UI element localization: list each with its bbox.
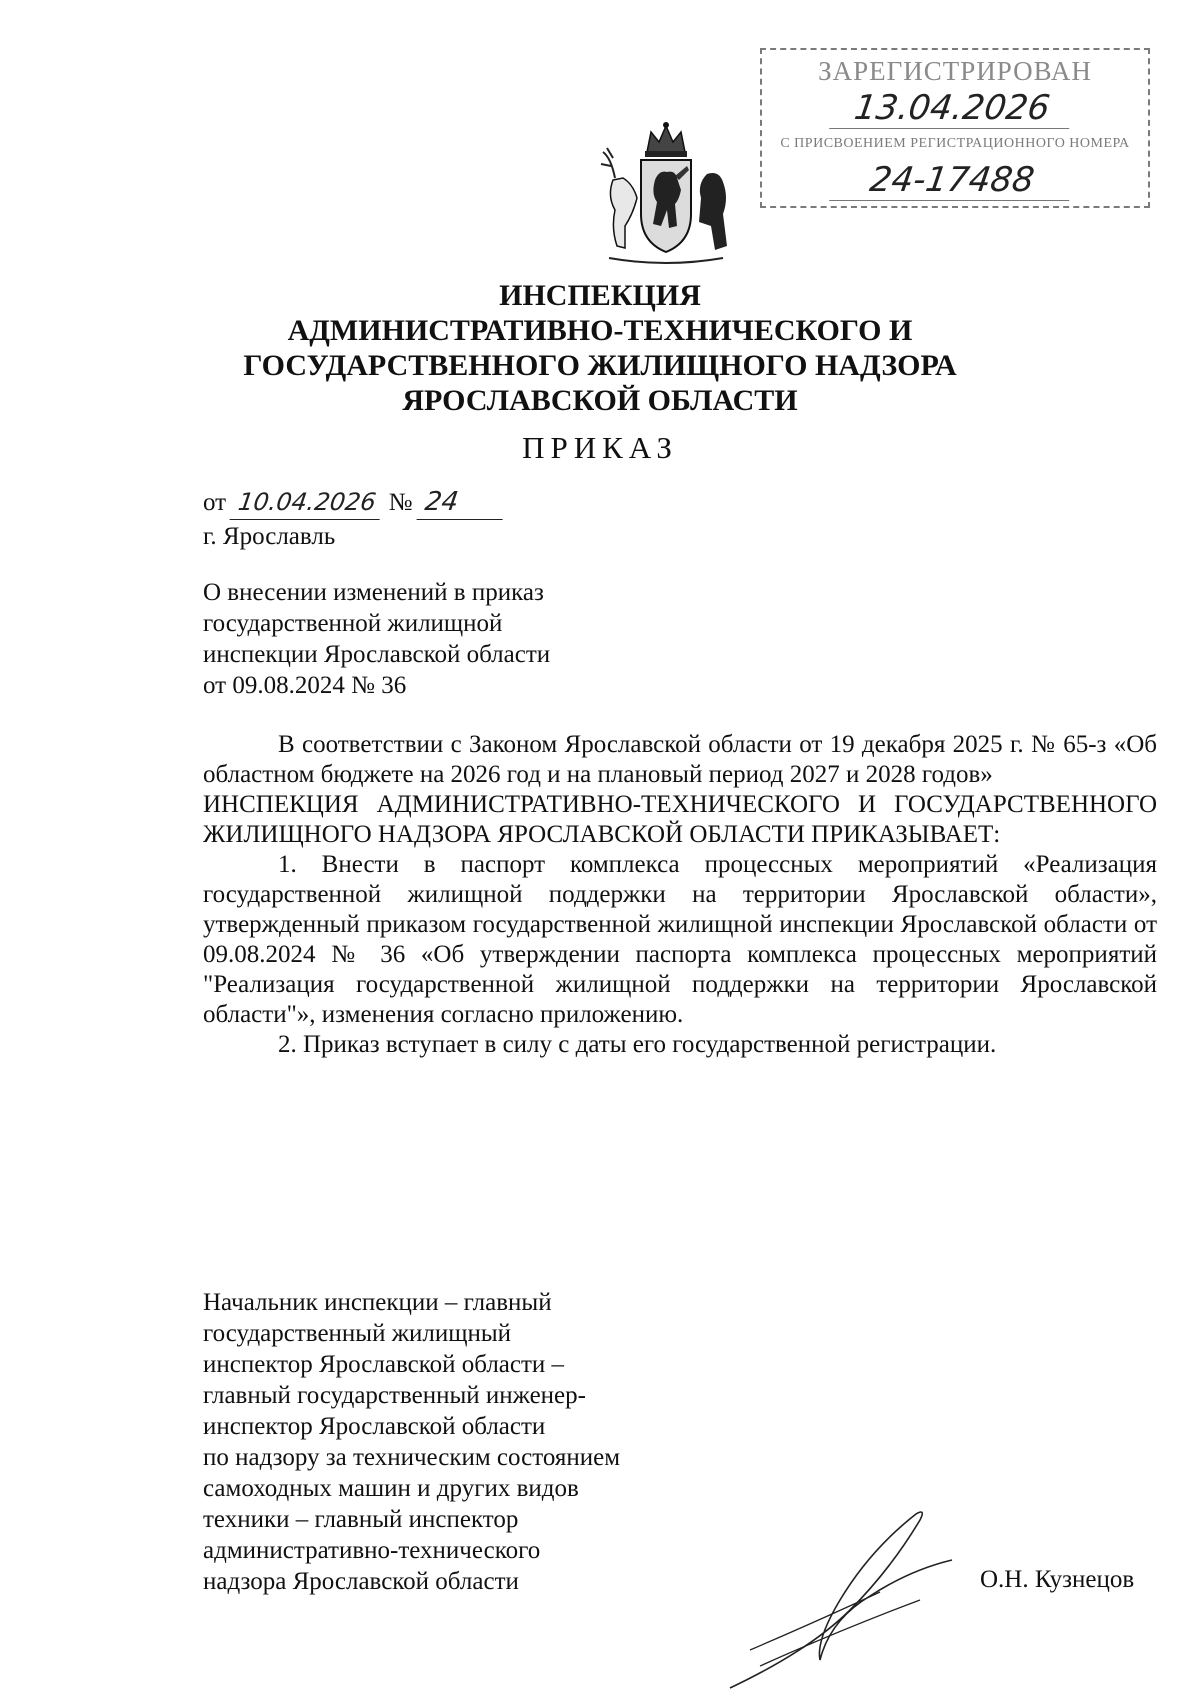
coat-of-arms-emblem (595, 118, 737, 270)
signatory-line: техники – главный инспектор (203, 1506, 519, 1533)
signatory-line: инспектор Ярославской области (203, 1413, 546, 1440)
subject-line: от 09.08.2024 № 36 (203, 672, 407, 699)
signatory-line: самоходных машин и других видов (203, 1475, 579, 1502)
subject-line: государственной жилищной (203, 610, 503, 637)
subject-line: О внесении изменений в приказ (203, 579, 544, 606)
issuing-authority-header (0, 278, 1200, 418)
stamp-date: 13.04.2026 (829, 88, 1075, 129)
handwritten-signature (720, 1500, 960, 1696)
signatory-line: государственный жилищный (203, 1320, 512, 1347)
subject-line: инспекции Ярославской области (203, 641, 551, 668)
from-label: от (203, 489, 227, 516)
stamp-number: 24-17488 (829, 160, 1075, 201)
signatory-line: административно-технического (203, 1537, 541, 1564)
signatory-line: по надзору за техническим состоянием (203, 1444, 621, 1471)
number-label: № (388, 489, 413, 516)
preamble-paragraph: В соответствии с Законом Ярославской области от 19 декабря 2025 г. № 65-з «Об областном бюджете на 2026 год и на плановый период 2027 и 2028 годов» (203, 731, 1157, 788)
signatory-line: надзора Ярославской области (203, 1568, 519, 1595)
order-body (203, 730, 1157, 1060)
order-date: 10.04.2026 (230, 485, 385, 520)
registration-stamp (760, 48, 1150, 208)
decree-paragraph: ИНСПЕКЦИЯ АДМИНИСТРАТИВНО-ТЕХНИЧЕСКОГО И ГОСУДАРСТВЕННОГО ЖИЛИЩНОГО НАДЗОРА ЯРОСЛАВСКОЙ ОБЛАСТИ ПРИКАЗЫВАЕТ: (203, 791, 1157, 848)
header-line: ИНСПЕКЦИЯ (499, 279, 701, 312)
order-item-2: 2. Приказ вступает в силу с даты его государственной регистрации. (278, 1031, 997, 1058)
signatory-line: инспектор Ярославской области – (203, 1351, 565, 1378)
stamp-caption: С ПРИСВОЕНИЕМ РЕГИСТРАЦИОННОГО НОМЕРА (780, 136, 1130, 151)
order-city: г. Ярославль (203, 523, 336, 550)
order-number: 24 (416, 485, 507, 520)
header-line: АДМИНИСТРАТИВНО-ТЕХНИЧЕСКОГО И (287, 314, 913, 347)
stamp-title: ЗАРЕГИСТРИРОВАН (818, 56, 1092, 86)
signatory-line: главный государственный инженер- (203, 1382, 586, 1409)
order-item-1: 1. Внести в паспорт комплекса процессных мероприятий «Реализация государственной жилищной поддержки на территории Ярославской области», утвержденный приказом государственной жилищной инспекции Ярославской области от 09.08.2024 № 36 «Об утверждении паспорта комплекса процессных мероприятий "Реализация государственной жилищной поддержки на территории Ярославской области"», изменения согласно приложению. (203, 851, 1157, 1028)
order-subject (203, 577, 643, 701)
order-date-number-line (203, 485, 505, 520)
signatory-title (203, 1287, 683, 1597)
header-line: ЯРОСЛАВСКОЙ ОБЛАСТИ (402, 384, 798, 417)
header-line: ГОСУДАРСТВЕННОГО ЖИЛИЩНОГО НАДЗОРА (243, 349, 957, 382)
signatory-line: Начальник инспекции – главный (203, 1289, 552, 1316)
signer-name: О.Н. Кузнецов (980, 1566, 1135, 1593)
document-title: ПРИКАЗ (522, 430, 678, 465)
order-details (203, 485, 505, 554)
